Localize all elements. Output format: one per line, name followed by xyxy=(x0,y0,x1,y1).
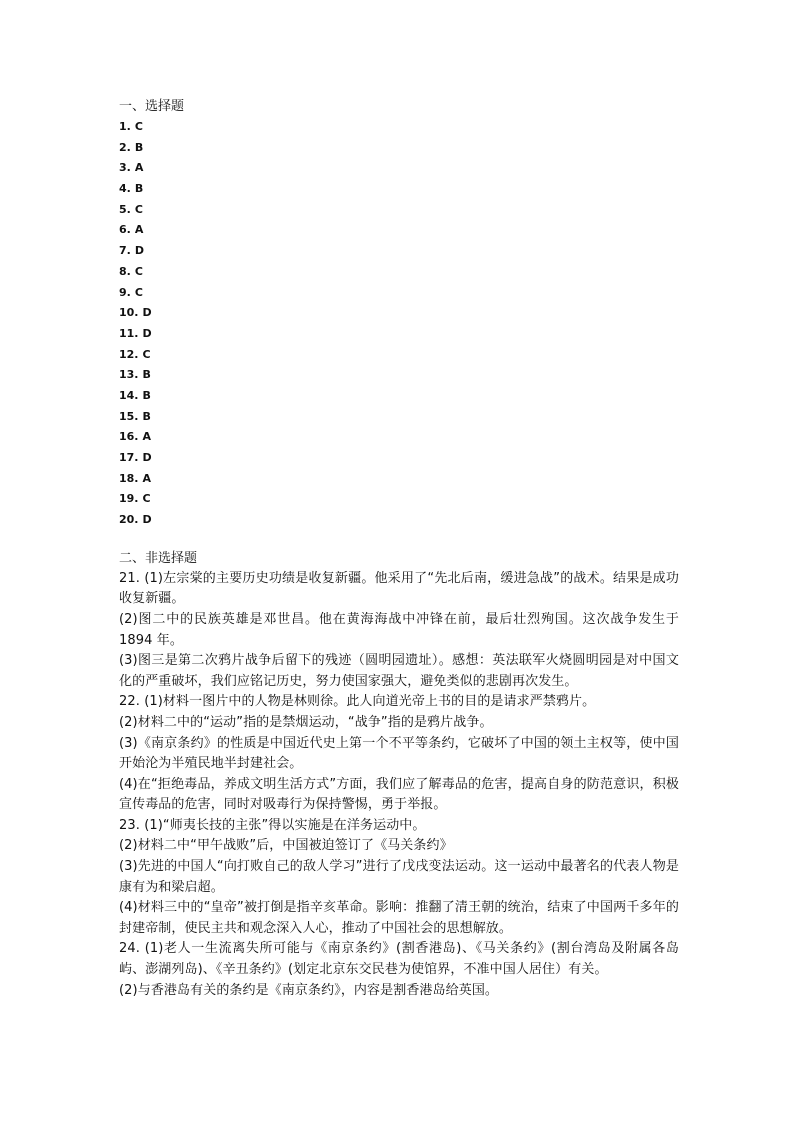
answer-item xyxy=(119,427,679,448)
answer-choice: B xyxy=(142,409,151,423)
answer-item xyxy=(119,283,679,304)
answer-paragraph: (4)材料三中的“皇帝”被打倒是指辛亥革命。影响：推翻了清王朝的统治，结束了中国两千多年的封建帝制，使民主共和观念深入人心，推动了中国社会的思想解放。 xyxy=(119,900,679,936)
answer-number: 20. xyxy=(119,513,139,527)
answer-number: 10. xyxy=(119,306,139,320)
answer-item xyxy=(119,365,679,386)
answer-list xyxy=(119,117,679,531)
answer-choice: C xyxy=(134,264,143,278)
answer-choice: D xyxy=(142,326,152,340)
answer-paragraph: 24. (1)老人一生流离失所可能与《南京条约》(割香港岛)、《马关条约》(割台湾岛及附属各岛屿、澎湖列岛)、《辛丑条约》(划定北京东交民巷为使馆界，不准中国人居住）有关。 xyxy=(119,941,679,978)
answer-choice: B xyxy=(134,182,144,196)
answer-number: 13. xyxy=(119,368,139,382)
answer-paragraph: (3)图三是第二次鸦片战争后留下的残迹（圆明园遗址）。感想：英法联军火烧圆明园是对中国文化的严重破坏，我们应铭记历史，努力使国家强大，避免类似的悲剧再次发生。 xyxy=(119,653,679,689)
answer-item xyxy=(119,407,679,428)
answer-item xyxy=(119,448,679,469)
answer-choice: C xyxy=(134,120,143,133)
answer-number: 8. xyxy=(119,264,131,278)
answer-choice: C xyxy=(142,347,151,361)
answer-paragraph: 21. (1)左宗棠的主要历史功绩是收复新疆。他采用了“先北后南，缓进急战”的战术。结果是成功收复新疆。 xyxy=(119,570,679,607)
answer-number: 14. xyxy=(119,388,139,402)
answer-paragraph: (3)先进的中国人“向打败自己的敌人学习”进行了戊戌变法运动。这一运动中最著名的代表人物是康有为和梁启超。 xyxy=(119,859,679,895)
answer-item xyxy=(119,200,679,221)
section-title-non-choice: 二、非选择题 xyxy=(119,550,198,566)
answer-paragraph: (2)材料二中的“运动”指的是禁烟运动，“战争”指的是鸦片战争。 xyxy=(119,714,493,730)
answer-number: 15. xyxy=(119,409,139,423)
answer-item xyxy=(119,510,679,531)
answer-number: 17. xyxy=(119,451,139,464)
answer-choice: D xyxy=(142,513,152,527)
non-choice-answers xyxy=(119,569,679,1001)
answer-item xyxy=(119,345,679,366)
answer-choice: B xyxy=(142,368,151,382)
answer-choice: A xyxy=(142,430,152,444)
answer-number: 12. xyxy=(119,347,139,361)
answer-item xyxy=(119,158,679,179)
answer-item xyxy=(119,489,679,510)
answer-number: 9. xyxy=(119,285,131,299)
answer-choice: D xyxy=(134,244,144,258)
answer-paragraph: 22. (1)材料一图片中的人物是林则徐。此人向道光帝上书的目的是请求严禁鸦片。 xyxy=(119,694,596,710)
answer-paragraph: (4)在“拒绝毒品，养成文明生活方式”方面，我们应了解毒品的危害，提高自身的防范意识，积极宣传毒品的危害，同时对吸毒行为保持警惕，勇于举报。 xyxy=(119,776,679,813)
answer-choice: A xyxy=(142,471,152,485)
answer-choice: C xyxy=(134,285,143,299)
answer-number: 11. xyxy=(119,326,139,340)
answer-choice: D xyxy=(142,306,152,320)
answer-number: 5. xyxy=(119,202,131,216)
answer-paragraph: (2)材料二中“甲午战败”后，中国被迫签订了《马关条约》 xyxy=(119,838,453,854)
answer-number: 4. xyxy=(119,182,131,196)
answer-item xyxy=(119,386,679,407)
answer-choice: C xyxy=(134,202,143,216)
answer-choice: A xyxy=(134,223,144,237)
answer-item xyxy=(119,262,679,283)
answer-paragraph: (2)与香港岛有关的条约是《南京条约》，内容是割香港岛给英国。 xyxy=(119,982,499,998)
answer-number: 3. xyxy=(119,161,131,175)
answer-item xyxy=(119,117,679,138)
answer-number: 6. xyxy=(119,223,131,237)
answer-item xyxy=(119,469,679,490)
answer-paragraph: (3)《南京条约》的性质是中国近代史上第一个不平等条约，它破坏了中国的领土主权等，使中国开始沦为半殖民地半封建社会。 xyxy=(119,735,679,772)
answer-item xyxy=(119,241,679,262)
answer-choice: B xyxy=(142,388,151,402)
answer-number: 2. xyxy=(119,140,131,154)
answer-choice: A xyxy=(134,161,144,175)
answer-number: 19. xyxy=(119,492,139,506)
answer-number: 1. xyxy=(119,120,131,133)
answer-choice: D xyxy=(142,451,152,464)
answer-choice: B xyxy=(134,140,144,154)
answer-item xyxy=(119,324,679,345)
answer-choice: C xyxy=(142,492,151,506)
section-title-choice: 一、选择题 xyxy=(119,99,185,114)
document-page xyxy=(119,96,679,1001)
section-gap xyxy=(119,531,679,548)
answer-number: 7. xyxy=(119,244,131,258)
answer-number: 16. xyxy=(119,430,139,444)
answer-item xyxy=(119,220,679,241)
answer-paragraph: 23. (1)“师夷长技的主张”得以实施是在洋务运动中。 xyxy=(119,817,426,833)
answer-item xyxy=(119,303,679,324)
answer-paragraph: (2)图二中的民族英雄是邓世昌。他在黄海海战中冲锋在前，最后壮烈殉国。这次战争发生于 1894 年。 xyxy=(119,611,679,648)
answer-number: 18. xyxy=(119,471,139,485)
answer-item xyxy=(119,138,679,159)
answer-item xyxy=(119,179,679,200)
